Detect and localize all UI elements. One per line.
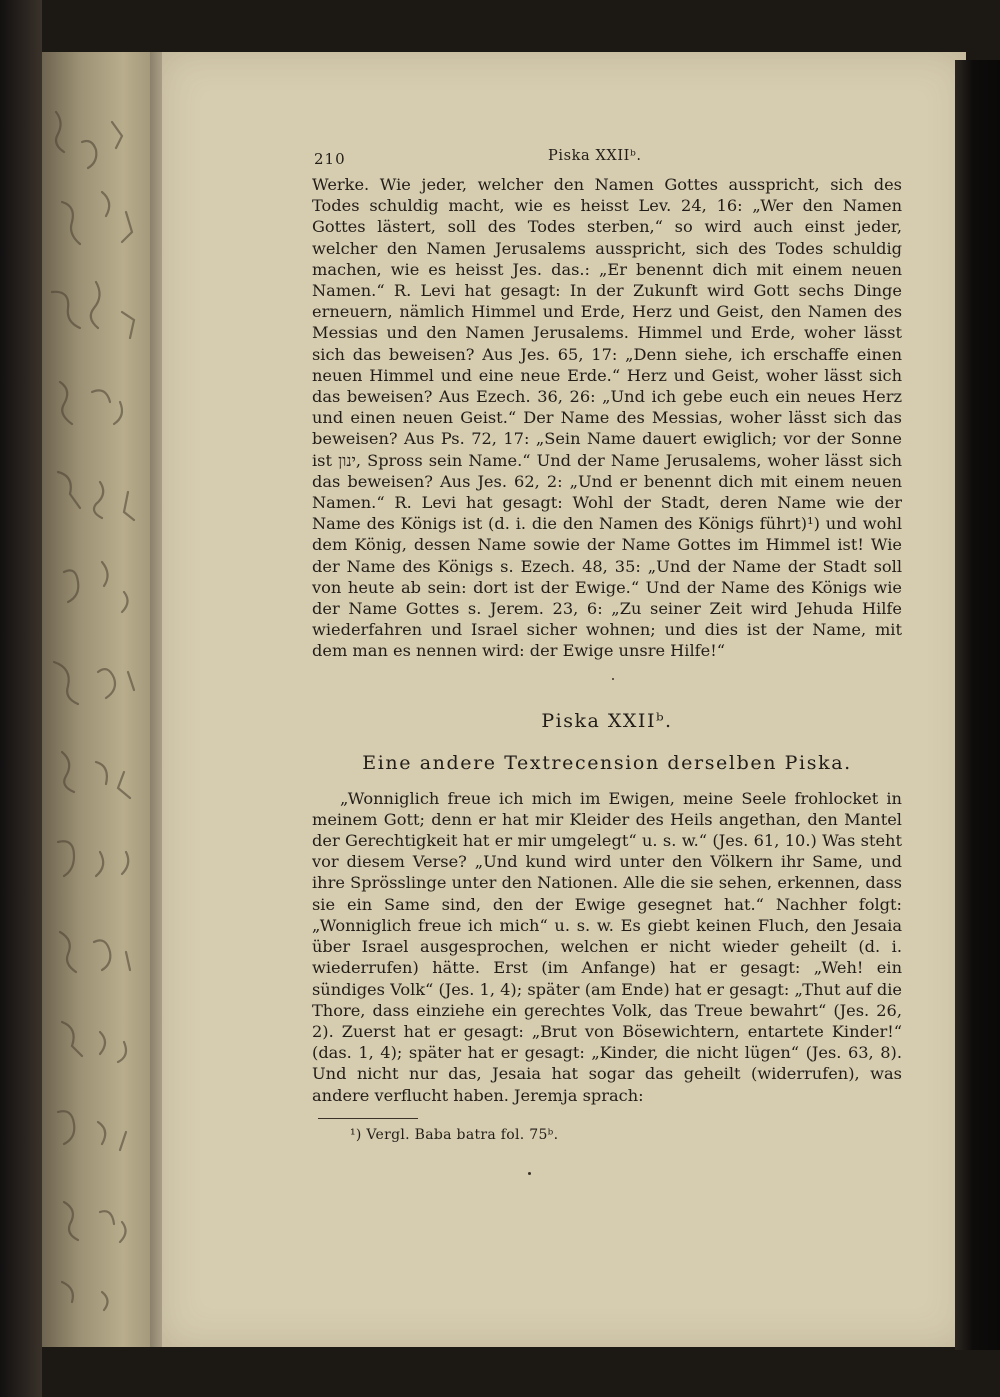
- book-page: [162, 52, 966, 1347]
- page-content: [312, 144, 902, 1143]
- footnote-rule: [318, 1118, 418, 1119]
- section-subheading: Eine andere Textrecension derselben Piska.: [362, 751, 852, 774]
- page-number: 210: [314, 150, 346, 168]
- footnote: ¹) Vergl. Baba batra fol. 75ᵇ.: [350, 1126, 559, 1143]
- book-cover-edge: [0, 0, 42, 1397]
- running-header: [312, 144, 902, 174]
- paper-speck: [528, 1172, 531, 1175]
- bleed-through-script: [42, 52, 150, 1347]
- body-text: [312, 174, 902, 1143]
- section-separator: [312, 662, 902, 702]
- previous-page-edge: [42, 52, 150, 1347]
- section-heading: Piska XXIIᵇ.: [541, 709, 673, 732]
- running-head-title: Piska XXIIᵇ.: [548, 148, 642, 164]
- paragraph-continued: Werke. Wie jeder, welcher den Namen Gottes ausspricht, sich des Todes schuldig macht, wie es heisst Lev. 24, 16: „Wer den Namen Gottes lästert, soll des Todes sterben,“ so wird auch einst jeder, welcher den Namen Jerusalems ausspricht, sich des Todes schuldig machen, wie es heisst Jes. das.: „Er benennt dich mit einem neuen Namen.“ R. Levi hat gesagt: In der Zukunft wird Gott sechs Dinge erneuern, nämlich Himmel und Erde, Herz und Geist, den Namen des Messias und den Namen Jerusalems. Himmel und Erde, woher lässt sich das beweisen? Aus Jes. 65, 17: „Denn siehe, ich erschaffe einen neuen Himmel und eine neue Erde.“ Herz und Geist, woher lässt sich das beweisen? Aus Ezech. 36, 26: „Und ich gebe euch ein neues Herz und einen neuen Geist.“ Der Name des Messias, woher lässt sich das beweisen? Aus Ps. 72, 17: „Sein Name dauert ewiglich; vor der Sonne ist ינון, Spross sein Name.“ Und der Name Jerusalems, woher lässt sich das beweisen? Aus Jes. 62, 2: „Und er benennt dich mit einem neuen Namen.“ R. Levi hat gesagt: Wohl der Stadt, deren Name wie der Name des Königs ist (d. i. die den Namen des Königs führt)¹) und wohl dem König, dessen Name sowie der Name Gottes im Himmel ist! Wie der Name des Königs s. Ezech. 48, 35: „Und der Name der Stadt soll von heute ab sein: dort ist der Ewige.“ Und der Name des Königs wie der Name Gottes s. Jerem. 23, 6: „Zu seiner Zeit wird Jehuda Hilfe wiederfahren und Israel sicher wohnen; und dies ist der Name, mit dem man es nennen wird: der Ewige unsre Hilfe!“: [312, 175, 902, 661]
- next-page-edge: [955, 60, 1000, 1350]
- paragraph-section-start: „Wonniglich freue ich mich im Ewigen, meine Seele frohlocket in meinem Gott; denn er hat mir Kleider des Heils angethan, den Mantel der Gerechtigkeit hat er mir umgelegt“ u. s. w.“ (Jes. 61, 10.) Was steht vor diesem Verse? „Und kund wird unter den Völkern ihr Same, und ihre Sprösslinge unter den Nationen. Alle die sie sehen, erkennen, dass sie ein Same sind, den der Ewige gesegnet hat.“ Nachher folgt: „Wonniglich freue ich mich“ u. s. w. Es giebt keinen Fluch, den Jesaia über Israel ausgesprochen, welchen er nicht wieder geheilt (d. i. wiederrufen) hätte. Erst (im Anfange) hat er gesagt: „Weh! ein sündiges Volk“ (Jes. 1, 4); später (am Ende) hat er gesagt: „Thut auf die Thore, dass einziehe ein gerechtes Volk, das Treue bewahrt“ (Jes. 26, 2). Zuerst hat er gesagt: „Brut von Bösewichtern, entartete Kinder!“ (das. 1, 4); später hat er gesagt: „Kinder, die nicht lügen“ (Jes. 63, 8). Und nicht nur das, Jesaia hat sogar das geheilt (widerrufen), was andere verflucht haben. Jeremja sprach:: [312, 788, 902, 1105]
